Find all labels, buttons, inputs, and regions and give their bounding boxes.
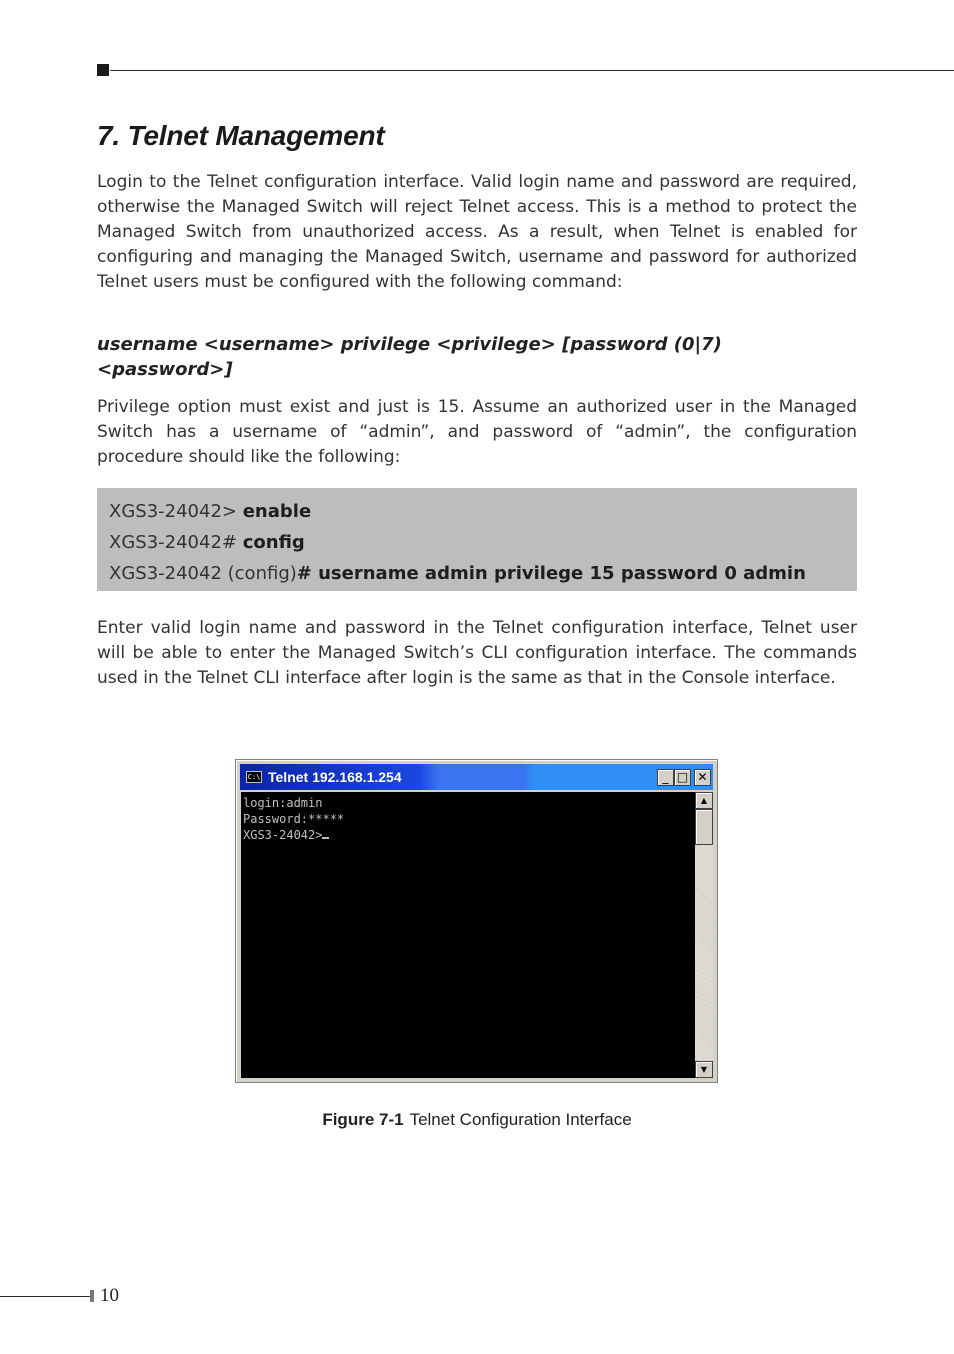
terminal-output[interactable] (241, 792, 695, 1078)
intro-paragraph: Login to the Telnet configuration interface. Valid login name and password are required, otherwise the Managed Switch will reject Telnet access. This is a method to protect the Managed Switch from unauthorized access. As a result, when Telnet is enabled for configuring and managing the Managed Switch, username and password for authorized Telnet users must be configured with the following command: (97, 172, 857, 292)
header-square-mark (97, 64, 109, 76)
privilege-paragraph: Privilege option must exist and just is 15. Assume an authorized user in the Managed Switch has a username of “admin”, and password of “admin”, the configuration procedure should like the following: (97, 397, 857, 467)
code-line-config (109, 527, 857, 558)
code-command: enable (242, 501, 312, 522)
code-prompt: XGS3-24042# (109, 532, 243, 553)
vertical-scrollbar[interactable] (695, 792, 713, 1078)
code-line-username (109, 558, 857, 589)
scrollbar-thumb[interactable] (695, 809, 713, 845)
minimize-button[interactable]: _ (657, 769, 674, 786)
footer-rule (0, 1296, 90, 1297)
command-syntax: username <username> privilege <privilege> [password (0|7) <password>] (97, 334, 722, 380)
cli-example-box (97, 488, 857, 591)
window-title: Telnet 192.168.1.254 (268, 769, 402, 785)
close-button[interactable]: ✕ (694, 769, 711, 786)
maximize-button[interactable]: □ (674, 769, 691, 786)
code-prompt: XGS3-24042 (config) (109, 563, 297, 584)
terminal-line-prompt (243, 827, 693, 843)
scroll-down-icon[interactable]: ▼ (695, 1061, 713, 1078)
figure-caption (0, 1110, 954, 1130)
footer-mark (90, 1290, 94, 1302)
figure-label: Figure 7-1 (322, 1110, 404, 1129)
code-command: config (242, 532, 305, 553)
page-number: 10 (100, 1285, 119, 1306)
terminal-line-password: Password:***** (243, 812, 345, 826)
code-line-enable (109, 496, 857, 527)
code-prompt: XGS3-24042> (109, 501, 243, 522)
header-rule (110, 70, 954, 71)
terminal-prompt: XGS3-24042> (243, 828, 323, 842)
after-login-paragraph: Enter valid login name and password in the Telnet configuration interface, Telnet user will be able to enter the Managed Switch’s CLI configuration interface. The commands used in the Telnet CLI interface after login is the same as that in the Console interface. (97, 618, 857, 688)
scroll-up-icon[interactable]: ▲ (695, 792, 713, 809)
telnet-titlebar[interactable] (240, 764, 713, 790)
code-command: # username admin privilege 15 password 0 admin (296, 563, 806, 584)
console-icon[interactable]: C:\ (247, 773, 261, 781)
terminal-line-login: login:admin (243, 796, 323, 810)
section-title: 7. Telnet Management (97, 120, 385, 151)
text-cursor (322, 837, 329, 839)
figure-caption-text: Telnet Configuration Interface (409, 1110, 632, 1129)
telnet-window[interactable] (235, 759, 718, 1083)
